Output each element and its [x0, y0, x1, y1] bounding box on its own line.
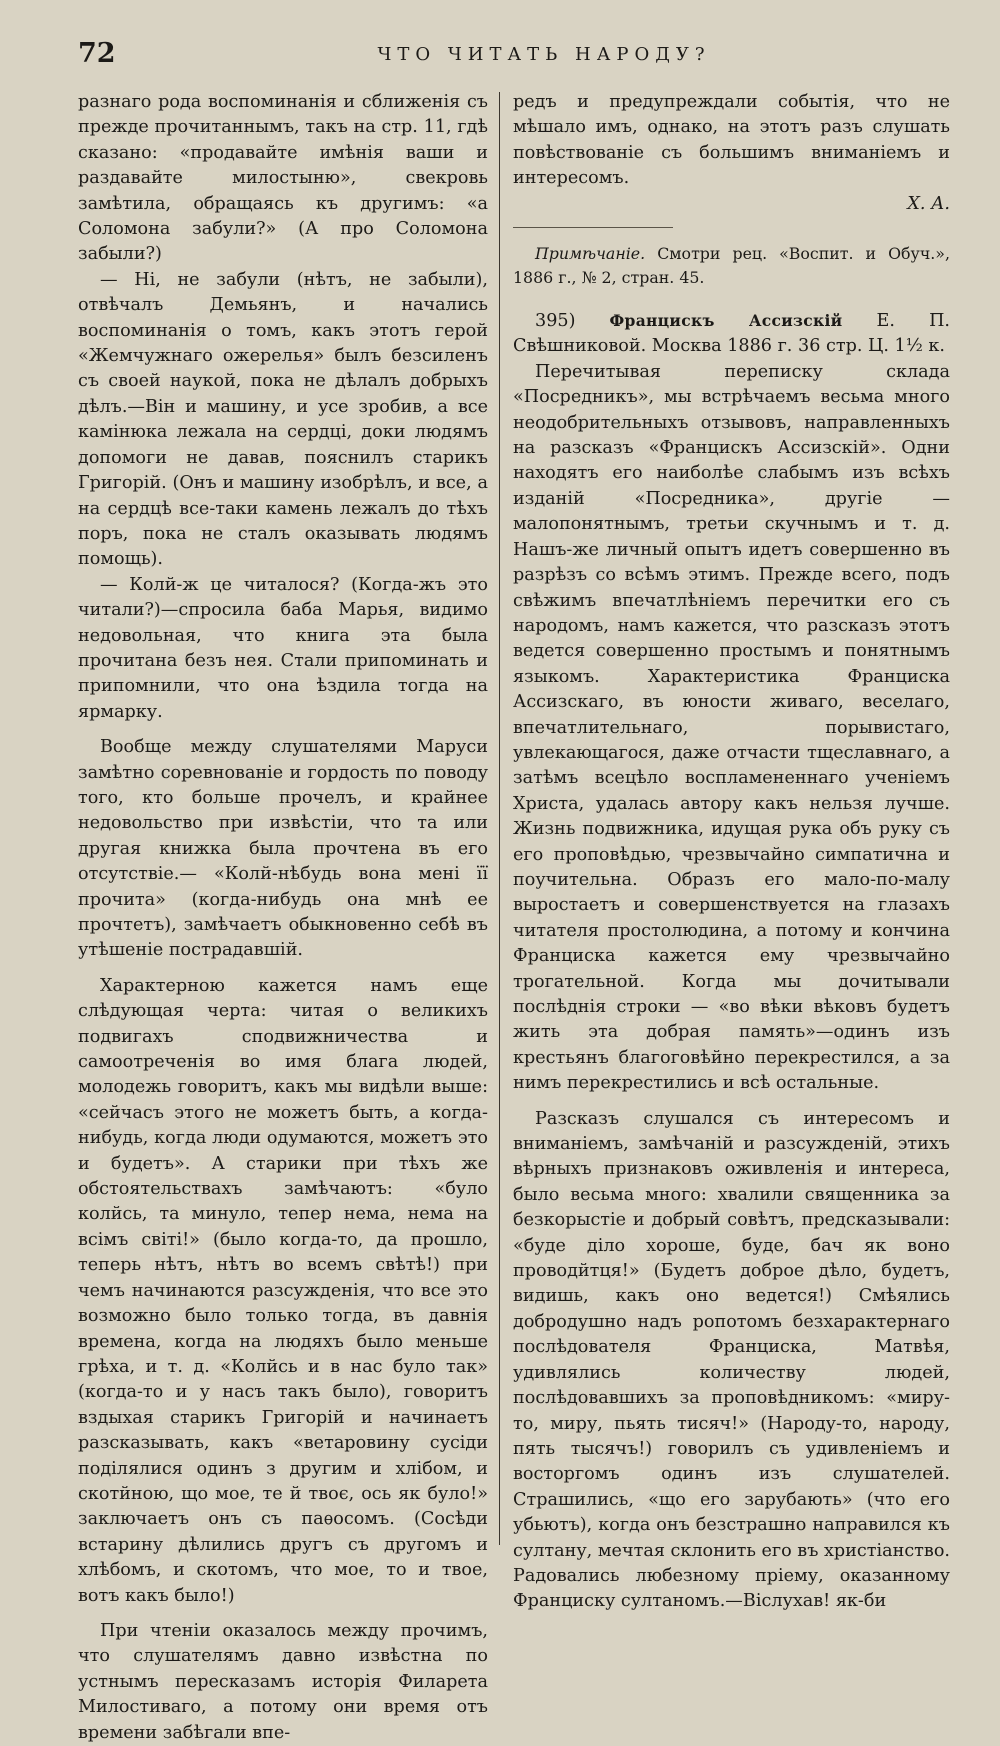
entry-title: Францискъ Ассизскій	[609, 311, 843, 331]
review-entry-heading	[513, 308, 950, 360]
left-column	[78, 90, 488, 1746]
right-column	[513, 90, 950, 1615]
note-label: Примѣчаніе.	[535, 244, 646, 264]
paragraph: Характерною кажется намъ еще слѣдующая черта: читая о великихъ подвигахъ сподвижничества и самоотреченія во имя блага людей, молодежь говоритъ, какъ мы видѣли выше: «сейчасъ этого не можетъ быть, а когда-нибудь, когда люди одумаются, можетъ это и будетъ». А старики при тѣхъ же обстоятельствахъ замѣчаютъ: «було колйсь, та минуло, тепер нема, нема на всімъ світі!» (было когда-то, да прошло, теперь нѣтъ, нѣтъ во всемъ свѣтѣ!) при чемъ начинаются разсужденія, что все это возможно было только тогда, въ давнія времена, когда на людяхъ было меньше грѣха, и т. д. «Колйсь и в нас було так» (когда-то и у насъ такъ было), говоритъ вздыхая старикъ Григорій и начинаетъ разсказывать, какъ «ветаровину сусіди поділялися одинъ з другим и хлібом, и скотйною, що мое, те й твоє, ось як було!» заключаетъ онъ съ паѳосомъ. (Сосѣди встарину дѣлились другъ съ другомъ и хлѣбомъ, и скотомъ, что мое, то и твое, вотъ какъ было!)	[78, 975, 488, 1606]
entry-details: Е. П. Свѣшниковой. Москва 1886 г. 36 стр. Ц. 1½ к.	[513, 311, 951, 357]
running-title: ЧТО ЧИТАТЬ НАРОДУ?	[377, 44, 711, 65]
note-text: Смотри рец. «Воспит. и Обуч.», 1886 г., № 2, стран. 45.	[513, 244, 950, 288]
paragraph: — Колй-ж це читалося? (Когда-жъ это читали?)—спросила баба Марья, видимо недовольная, что книга эта была прочитана безъ нея. Стали припоминать и припомнили, что она ѣздила тогда на ярмарку.	[78, 574, 488, 722]
separator-rule	[513, 227, 673, 228]
paragraph: редъ и предупреждали событія, что не мѣшало имъ, однако, на этотъ разъ слушать повѣствованіе съ большимъ вниманіемъ и интересомъ.	[513, 92, 950, 189]
note	[513, 242, 950, 290]
entry-number: 395)	[535, 311, 576, 332]
paragraph: разнаго рода воспоминанія и сближенія съ прежде прочитаннымъ, такъ на стр. 11, гдѣ сказано: «продавайте имѣнія ваши и раздавайте милостыню», свекровь замѣтила, обращаясь къ другимъ: «а Соломона забули?» (А про Соломона забыли?)	[78, 92, 488, 265]
paragraph: Перечитывая переписку склада «Посредникъ», мы встрѣчаемъ весьма много неодобрительныхъ отзывовъ, направленныхъ на разсказъ «Францискъ Ассизскій». Одни находятъ его наиболѣе слабымъ изъ всѣхъ изданій «Посредника», другіе — малопонятнымъ, третьи скучнымъ и т. д. Нашъ-же личный опытъ идетъ совершенно въ разрѣзъ со всѣмъ этимъ. Прежде всего, подъ свѣжимъ впечатлѣніемъ перечитки его съ народомъ, намъ кажется, что разсказъ этотъ ведется совершенно простымъ и понятнымъ языкомъ. Характеристика Франциска Ассизскаго, въ юности живаго, веселаго, впечатлительнаго, порывистаго, увлекающагося, даже отчасти тщеславнаго, а затѣмъ всецѣло воспламененнаго ученіемъ Христа, удалась автору какъ нельзя лучше. Жизнь подвижника, идущая рука объ руку съ его проповѣдью, чрезвычайно симпатична и поучительна. Образъ его мало-по-малу выростаетъ и совершенствуется на глазахъ читателя простолюдина, а потому и кончина Франциска кажется ему чрезвычайно трогательной. Когда мы дочитывали послѣднія строки — «во вѣки вѣковъ будетъ жить эта добрая память»—одинъ изъ крестьянъ благоговѣйно перекрестился, а за нимъ перекрестились и всѣ остальные.	[513, 361, 950, 1094]
page-header	[78, 38, 950, 72]
paragraph: При чтеніи оказалось между прочимъ, что слушателямъ давно извѣстна по устнымъ пересказамъ исторія Филарета Милостиваго, а потому они время отъ времени забѣгали впе-	[78, 1620, 488, 1743]
signature-line	[513, 192, 950, 217]
paragraph: Вообще между слушателями Маруси замѣтно соревнованіе и гордость по поводу того, кто больше прочелъ, и крайнее недовольство при извѣстіи, что та или другая книжка была прочтена въ его отсутствіе.— «Колй-нѣбудь вона мені її прочита» (когда-нибудь она мнѣ ее прочтетъ), замѣчаетъ обыкновенно себѣ въ утѣшеніе пострадавшій.	[78, 737, 488, 961]
paragraph: Разсказъ слушался съ интересомъ и вниманіемъ, замѣчаній и разсужденій, этихъ вѣрныхъ признаковъ оживленія и интереса, было весьма много: хвалили священника за безкорыстіе и добрый совѣтъ, предсказывали: «буде діло хороше, буде, бач як воно проводйтця!» (Будетъ доброе дѣло, будетъ, видишь, какъ оно ведется!) Смѣялись добродушно надъ ропотомъ безхарактернаго послѣдователя Франциска, Матвѣя, удивлялись количеству людей, послѣдовавшихъ за проповѣдникомъ: «миру-то, миру, пьять тисяч!» (Народу-то, народу, пять тысячъ!) говорилъ съ удивленіемъ и восторгомъ одинъ изъ слушателей. Страшились, «що его зарубають» (что его убьютъ), когда онъ безстрашно направился къ султану, мечтая склонить его въ христіанство. Радовались любезному пріему, оказанному Франциску султаномъ.—Віслухав! як-би	[513, 1108, 951, 1612]
page-number: 72	[78, 38, 116, 69]
column-divider	[499, 92, 500, 1545]
signature: Х. А.	[907, 193, 950, 214]
paragraph: — Ні, не забули (нѣтъ, не забыли), отвѣчалъ Демьянъ, и начались воспоминанія о томъ, какъ этотъ герой «Жемчужнаго ожерелья» былъ безсиленъ съ своей наукой, пока не дѣлалъ добрыхъ дѣлъ.—Він и машину, и усе зробив, а все камінюка лежала на сердці, доки людямъ допомоги не давав, пояснилъ старикъ Григорій. (Онъ и машину изобрѣлъ, и все, а на сердцѣ все-таки камень лежалъ до тѣхъ поръ, пока не сталъ оказывать людямъ помощь).	[78, 269, 488, 570]
